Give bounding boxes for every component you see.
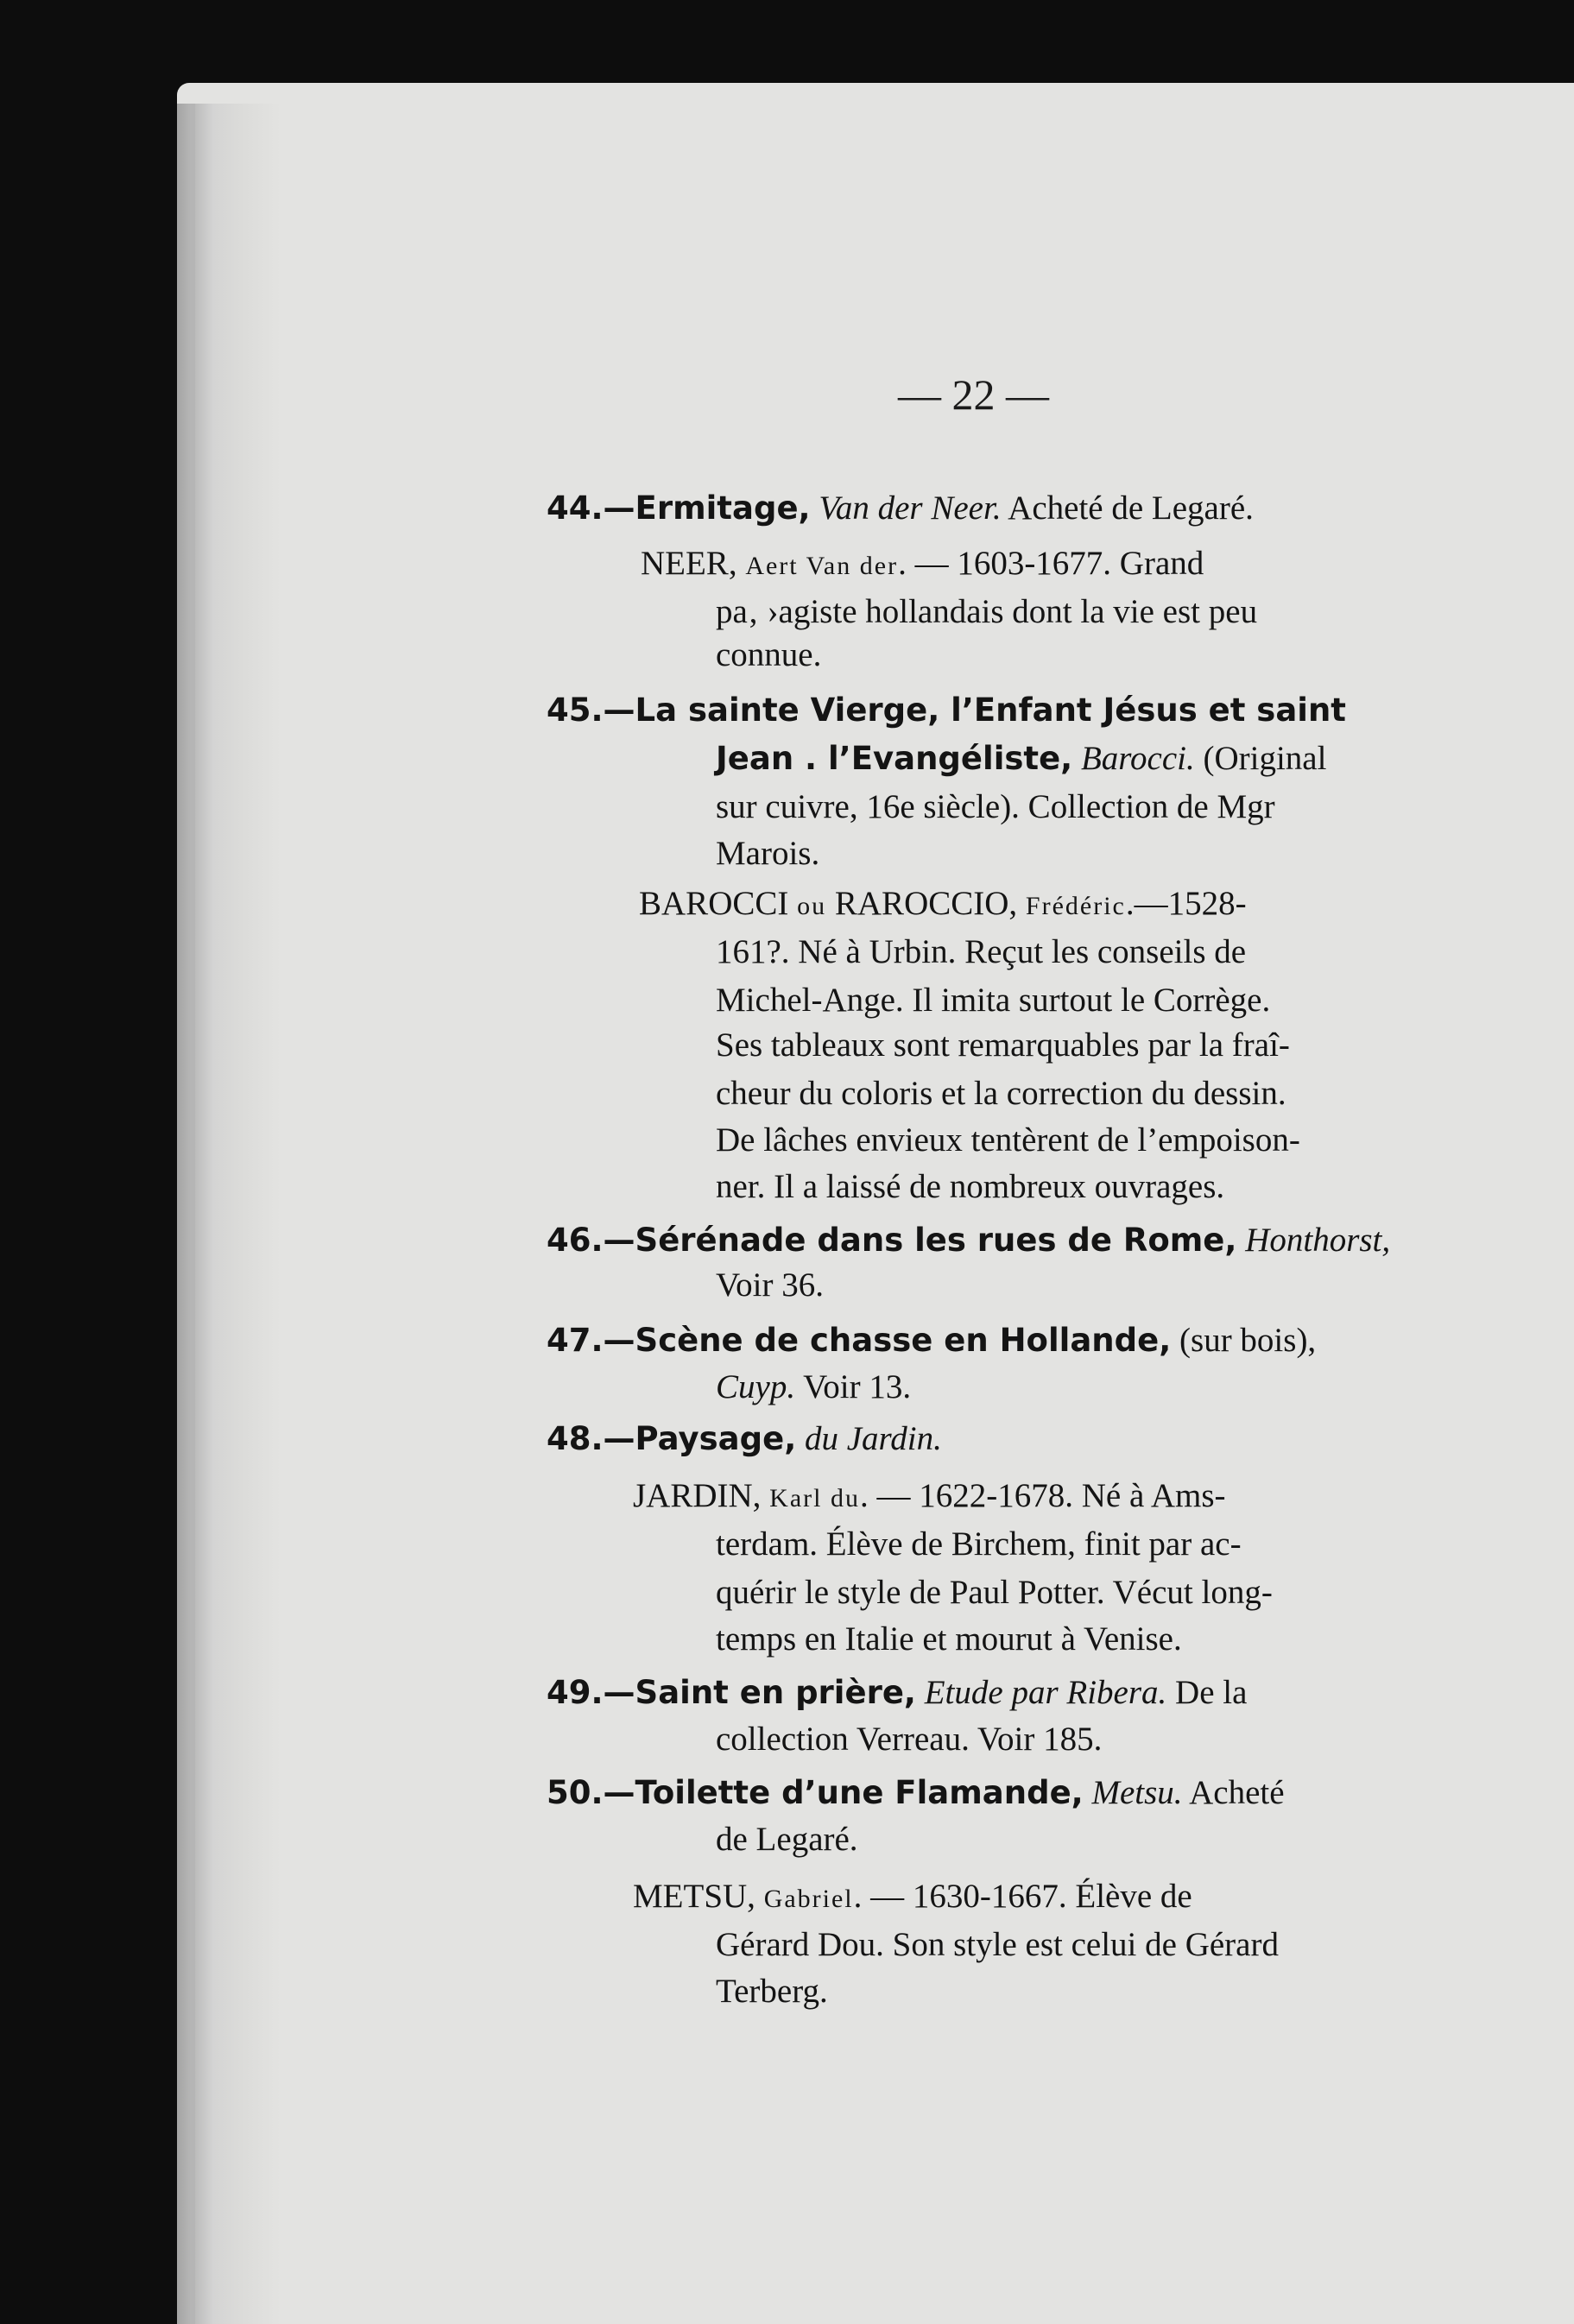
text-line-l25 [547, 1670, 1247, 1716]
text-segment: 46.—Sérénade dans les rues de Rome, [547, 1222, 1237, 1259]
text-segment: 47.—Scène de chasse en Hollande, [547, 1322, 1172, 1359]
text-line-l19 [716, 1364, 911, 1411]
text-segment: Voir 13. [795, 1368, 912, 1405]
text-segment: RAROCCIO, [826, 885, 1026, 922]
text-line-l20 [547, 1416, 942, 1462]
text-line-l17 [716, 1262, 824, 1309]
text-segment: Van der Neer. [819, 489, 1002, 527]
text-segment: Gabriel [763, 1885, 854, 1913]
text-segment [1236, 1222, 1245, 1259]
text-line-l11 [716, 977, 1270, 1024]
text-segment: pa‚ ›agiste hollandais dont la vie est peu [716, 593, 1258, 630]
text-segment: Terberg. [716, 1973, 828, 2010]
text-segment: Barocci. [1080, 740, 1195, 777]
text-segment: de Legaré. [716, 1821, 858, 1858]
text-line-l9 [639, 881, 1247, 930]
text-segment: Honthorst, [1245, 1222, 1391, 1259]
text-segment: ou [797, 892, 827, 920]
text-segment: Frédéric [1025, 892, 1126, 920]
text-segment: Jean . l’Evangéliste, [716, 740, 1073, 777]
text-segment: .—1528- [1125, 885, 1247, 922]
text-line-l8 [716, 830, 819, 877]
text-segment: sur cuivre, 16e siècle). Collection de Mgr [716, 788, 1275, 825]
text-line-l28 [716, 1816, 858, 1863]
text-line-l16 [547, 1217, 1390, 1264]
text-segment: Aert Van der [745, 552, 899, 580]
text-segment [811, 489, 819, 527]
text-segment: terdam. Élève de Birchem, finit par ac- [716, 1525, 1242, 1563]
text-segment: Voir 36. [716, 1266, 824, 1304]
text-segment: . — 1603-1677. Grand [898, 545, 1204, 582]
text-segment: collection Verreau. Voir 185. [716, 1721, 1103, 1758]
text-segment: Acheté [1182, 1774, 1285, 1811]
text-line-l26 [716, 1716, 1102, 1763]
text-segment: (sur bois), [1171, 1322, 1317, 1359]
text-segment: (Original [1194, 740, 1327, 777]
text-line-l14 [716, 1117, 1300, 1164]
text-segment: quérir le style de Paul Potter. Vécut long- [716, 1574, 1273, 1611]
text-segment: 49.—Saint en prière, [547, 1674, 916, 1711]
text-segment: JARDIN, [633, 1477, 770, 1514]
text-line-l2 [641, 540, 1204, 590]
page-number: — 22 — [898, 370, 1049, 419]
text-line-l27 [547, 1770, 1285, 1816]
text-segment: Marois. [716, 835, 820, 872]
text-line-l31 [716, 1968, 828, 2015]
text-segment: Cuyp. [716, 1368, 796, 1405]
text-line-l15 [716, 1164, 1224, 1210]
text-segment: Acheté de Legaré. [1001, 489, 1254, 527]
text-segment: NEER, [641, 545, 746, 582]
text-line-l1 [547, 485, 1254, 532]
text-line-l22 [716, 1521, 1242, 1568]
text-segment: Gérard Dou. Son style est celui de Gérard [716, 1926, 1279, 1963]
text-line-l13 [716, 1070, 1286, 1117]
text-line-l10 [716, 929, 1246, 976]
text-line-l6 [716, 736, 1326, 782]
text-line-l30 [716, 1922, 1279, 1968]
text-line-l3 [716, 589, 1257, 635]
text-segment: ner. Il a laissé de nombreux ouvrages. [716, 1168, 1225, 1205]
text-segment: 50.—Toilette d’une Flamande, [547, 1774, 1084, 1811]
page-edge-line [190, 104, 195, 2324]
text-line-l21 [633, 1473, 1226, 1522]
text-segment: connue. [716, 636, 822, 673]
text-segment: Etude par Ribera. [924, 1674, 1167, 1711]
text-segment: BAROCCI [639, 885, 798, 922]
text-segment: Michel-Ange. Il imita surtout le Corrège. [716, 982, 1271, 1019]
text-line-l18 [547, 1317, 1316, 1364]
text-line-l24 [716, 1616, 1182, 1663]
text-line-l5 [547, 687, 1346, 734]
text-segment: 45.—La sainte Vierge, l’Enfant Jésus et saint [547, 692, 1346, 729]
text-segment: temps en Italie et mourut à Venise. [716, 1620, 1182, 1658]
text-line-l7 [716, 784, 1275, 830]
text-line-l29 [633, 1873, 1192, 1923]
text-segment: METSU, [633, 1878, 764, 1915]
text-segment: 48.—Paysage, [547, 1420, 797, 1457]
text-segment: du Jardin. [805, 1420, 942, 1457]
text-segment: . — 1630-1667. Élève de [853, 1878, 1192, 1915]
text-segment: De lâches envieux tentèrent de l’empoison- [716, 1121, 1300, 1159]
text-segment: De la [1166, 1674, 1248, 1711]
text-segment [796, 1420, 805, 1457]
text-segment: Ses tableaux sont remarquables par la fraî- [716, 1026, 1290, 1064]
text-segment: Karl du [769, 1484, 860, 1512]
text-line-l4 [716, 632, 821, 679]
text-segment: cheur du coloris et la correction du dessin. [716, 1075, 1286, 1112]
text-segment [916, 1674, 925, 1711]
text-segment: 44.—Ermitage, [547, 489, 811, 527]
text-segment: 161?. Né à Urbin. Reçut les conseils de [716, 933, 1247, 970]
text-line-l12 [716, 1022, 1290, 1069]
text-segment: Metsu. [1091, 1774, 1183, 1811]
text-line-l23 [716, 1569, 1273, 1616]
text-segment [1072, 740, 1081, 777]
text-segment: . — 1622-1678. Né à Ams- [859, 1477, 1226, 1514]
